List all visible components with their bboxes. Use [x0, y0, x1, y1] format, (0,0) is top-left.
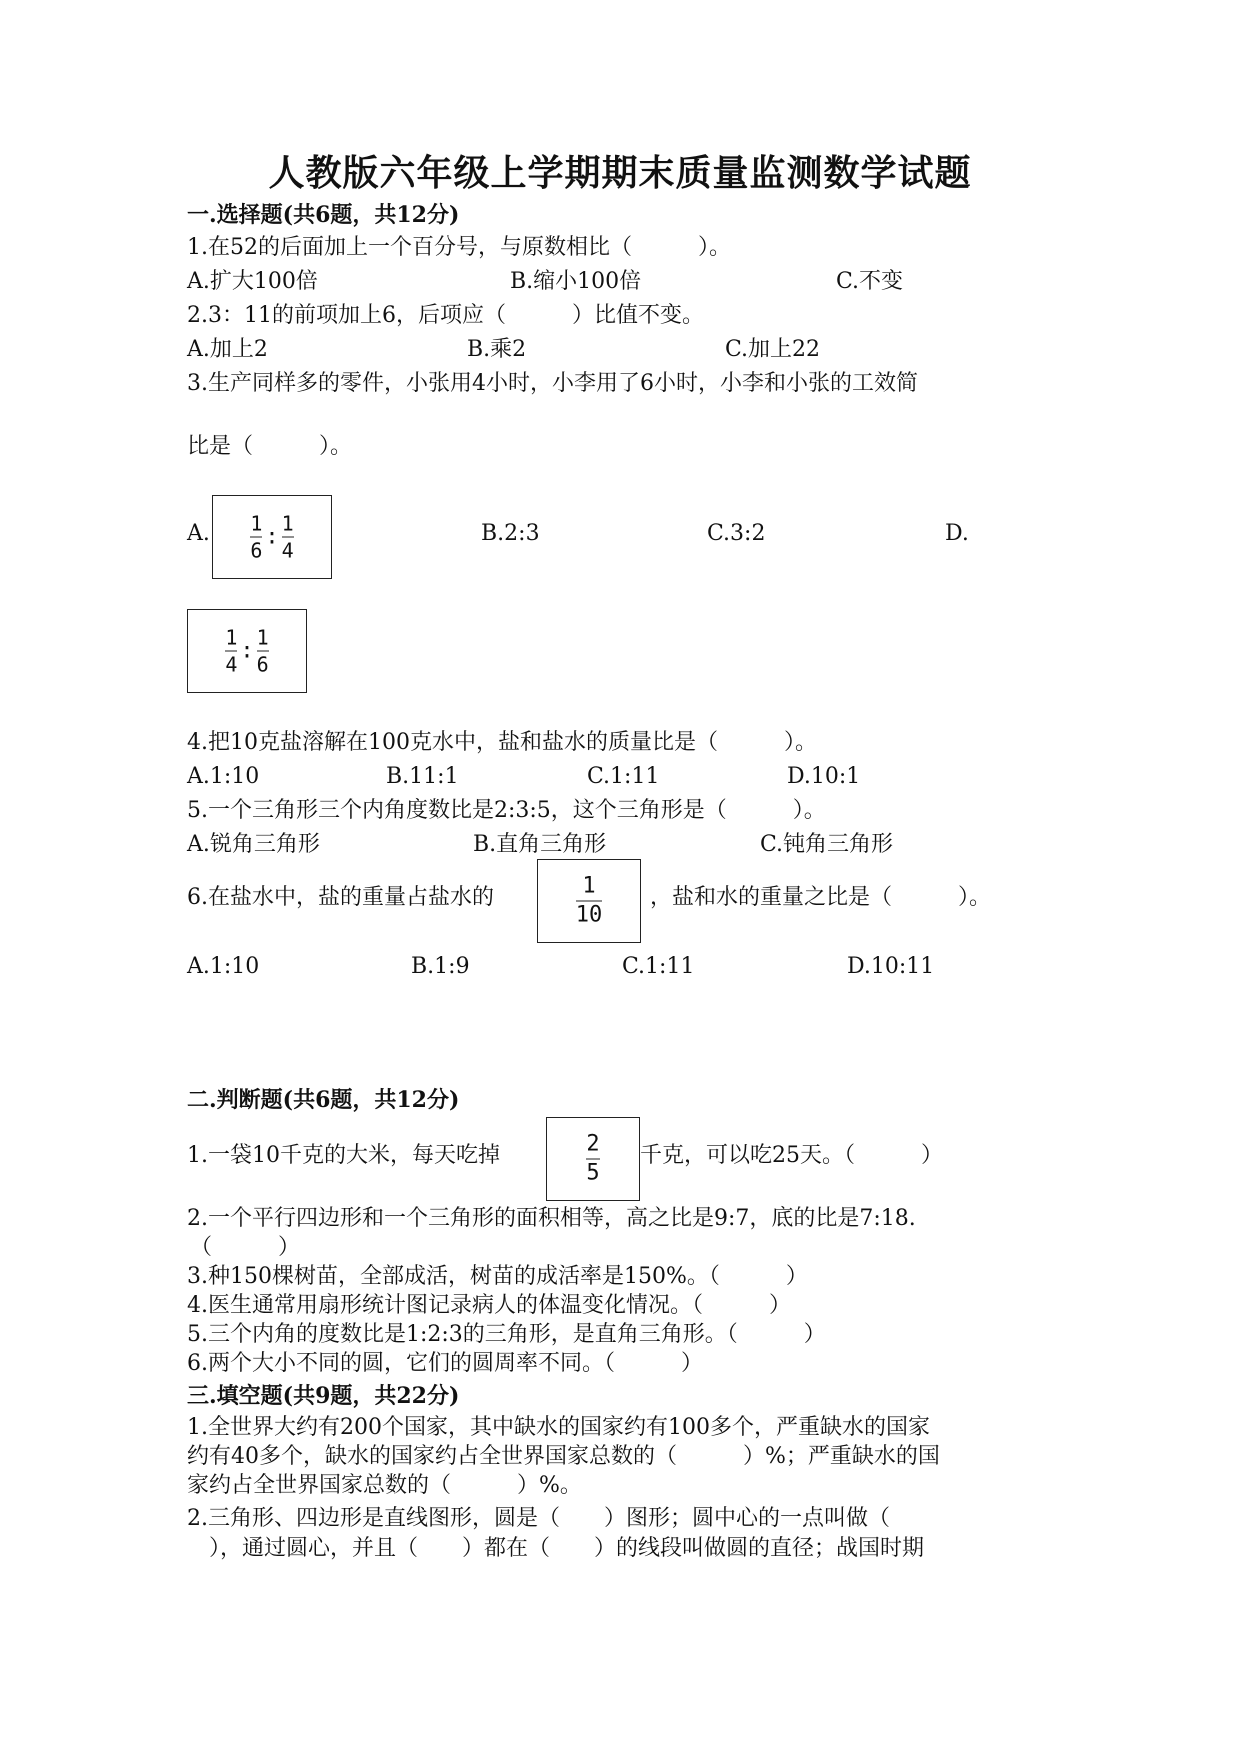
fraction-image	[546, 1117, 640, 1201]
question-text: 比是（ ）。	[187, 434, 353, 459]
question-text: 家约占全世界国家总数的（ ）%。	[187, 1473, 582, 1498]
question-text: 5.一个三角形三个内角度数比是2:3:5，这个三角形是（ ）。	[187, 798, 826, 823]
section-heading-fill: 三.填空题(共9题，共22分)	[187, 1383, 460, 1409]
option-a: A.1:10	[187, 764, 260, 789]
option-b: B.乘2	[467, 337, 527, 362]
option-b: B.缩小100倍	[510, 269, 642, 294]
denominator: 6	[256, 652, 269, 677]
ratio-colon: :	[265, 524, 279, 550]
numerator: 1	[582, 873, 596, 899]
option-c: C.1:11	[622, 954, 695, 979]
option-a: A.扩大100倍	[187, 269, 318, 294]
denominator: 10	[575, 902, 603, 928]
option-c: C.钝角三角形	[760, 832, 894, 857]
question-text: ，盐和水的重量之比是（ ）。	[650, 885, 992, 910]
fraction-ratio-image	[212, 495, 332, 579]
question-text: 2.三角形、四边形是直线图形，圆是（ ）图形；圆中心的一点叫做（	[187, 1506, 890, 1531]
option-a: A.锐角三角形	[187, 832, 320, 857]
option-c: C.不变	[836, 269, 904, 294]
numerator: 1	[250, 511, 263, 536]
question-text: 5.三个内角的度数比是1:2:3的三角形，是直角三角形。（ ）	[187, 1322, 826, 1347]
fraction-ratio-image	[187, 609, 307, 693]
denominator: 4	[281, 538, 294, 563]
numerator: 1	[281, 511, 294, 536]
ratio-colon: :	[240, 638, 254, 664]
question-text: 6.在盐水中，盐的重量占盐水的	[187, 885, 494, 910]
question-text: 3.种150棵树苗，全部成活，树苗的成活率是150%。（ ）	[187, 1264, 808, 1289]
option-b: B.2:3	[481, 521, 540, 546]
option-d: D.10:11	[847, 954, 935, 979]
question-text: 千克，可以吃25天。（ ）	[640, 1143, 943, 1168]
question-text: 1.一袋10千克的大米，每天吃掉	[187, 1143, 500, 1168]
numerator: 1	[225, 625, 238, 650]
fraction-image	[537, 859, 641, 943]
question-text: 1.在52的后面加上一个百分号，与原数相比（ ）。	[187, 235, 731, 260]
numerator: 2	[586, 1131, 600, 1157]
denominator: 6	[250, 538, 263, 563]
option-c: C.3:2	[707, 521, 766, 546]
option-a: A.1:10	[187, 954, 260, 979]
question-text: 1.全世界大约有200个国家，其中缺水的国家约有100多个，严重缺水的国家	[187, 1415, 930, 1440]
option-c: C.加上22	[725, 337, 821, 362]
question-text: 4.医生通常用扇形统计图记录病人的体温变化情况。（ ）	[187, 1293, 791, 1318]
page-title: 人教版六年级上学期期末质量监测数学试题	[268, 152, 972, 194]
question-text: 4.把10克盐溶解在100克水中，盐和盐水的质量比是（ ）。	[187, 730, 817, 755]
denominator: 4	[225, 652, 238, 677]
section-heading-choice: 一.选择题(共6题，共12分)	[187, 202, 460, 228]
option-d: D.10:1	[787, 764, 861, 789]
question-text: 2.3：11的前项加上6，后项应（ ）比值不变。	[187, 303, 704, 328]
question-text: 约有40多个，缺水的国家约占全世界国家总数的（ ）%；严重缺水的国	[187, 1444, 940, 1469]
option-d: D.	[945, 521, 969, 546]
numerator: 1	[256, 625, 269, 650]
question-text: 3.生产同样多的零件，小张用4小时，小李用了6小时，小李和小张的工效简	[187, 371, 918, 396]
option-b: B.1:9	[411, 954, 470, 979]
option-b: B.11:1	[386, 764, 459, 789]
answer-bracket: （ ）	[190, 1235, 301, 1260]
option-c: C.1:11	[587, 764, 660, 789]
section-heading-judgement: 二.判断题(共6题，共12分)	[187, 1087, 460, 1113]
question-text: ），通过圆心，并且（ ）都在（ ）的线段叫做圆的直径；战国时期	[187, 1536, 925, 1561]
question-text: 2.一个平行四边形和一个三角形的面积相等，高之比是9:7，底的比是7:18.	[187, 1206, 916, 1231]
question-text: 6.两个大小不同的圆，它们的圆周率不同。（ ）	[187, 1351, 703, 1376]
option-a: A.加上2	[187, 337, 268, 362]
option-a: A.	[187, 521, 210, 546]
option-b: B.直角三角形	[473, 832, 607, 857]
denominator: 5	[586, 1160, 600, 1186]
